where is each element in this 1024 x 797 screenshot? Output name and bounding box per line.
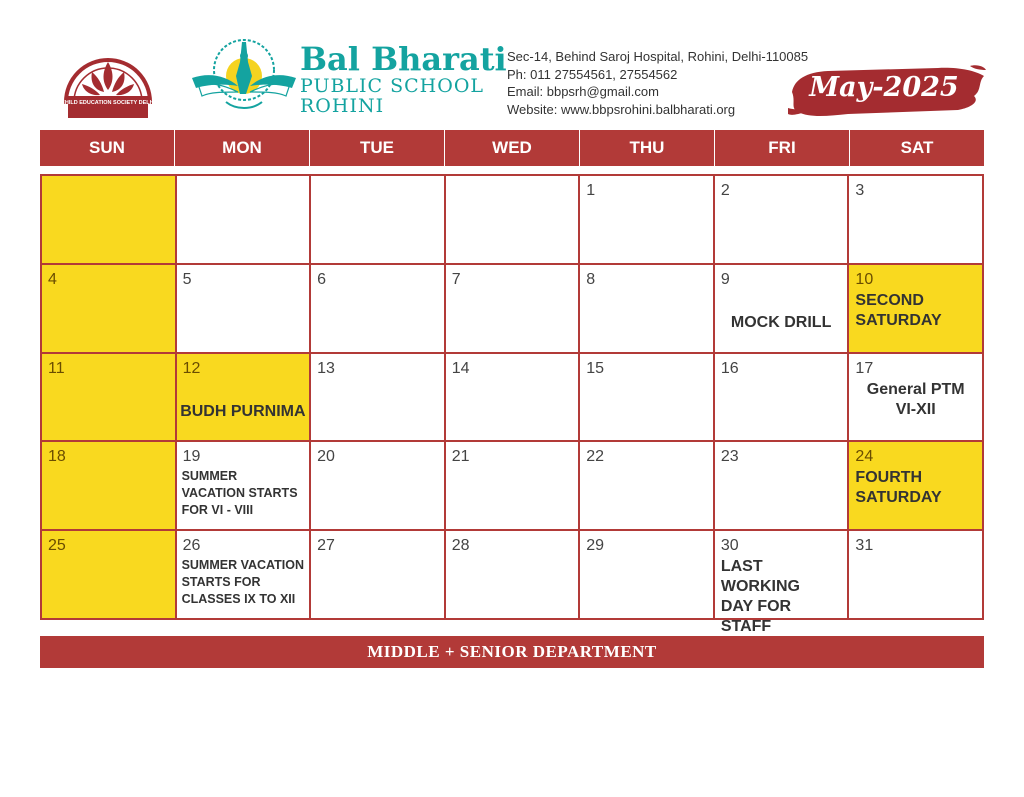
phone: Ph: 011 27554561, 27554562 bbox=[507, 66, 678, 82]
event-note: General PTM VI-XII bbox=[866, 380, 965, 418]
day-cell-3[interactable] bbox=[849, 176, 982, 263]
day-number: 3 bbox=[855, 182, 865, 199]
day-cell-7[interactable] bbox=[446, 265, 579, 352]
day-number: 23 bbox=[720, 448, 739, 466]
bal-bharati-logo bbox=[186, 32, 294, 118]
day-number: 17 bbox=[855, 359, 874, 377]
day-cell-19[interactable] bbox=[177, 442, 310, 529]
day-number: 22 bbox=[586, 448, 605, 466]
day-cell-6[interactable] bbox=[311, 265, 444, 352]
day-cell-5[interactable] bbox=[177, 265, 310, 352]
day-cell-22[interactable] bbox=[580, 442, 713, 529]
event-note: SUMMER VACATION STARTS FOR CLASSES IX TO XII bbox=[181, 558, 305, 607]
day-number: 11 bbox=[48, 359, 65, 377]
event-note: SECOND SATURDAY bbox=[855, 291, 942, 329]
day-cell-13[interactable] bbox=[311, 354, 444, 441]
day-number: 18 bbox=[48, 448, 66, 466]
address: Sec-14, Behind Saroj Hospital, Rohini, Delhi-110085 bbox=[507, 49, 809, 64]
day-number: 2 bbox=[720, 182, 730, 199]
day-number: 25 bbox=[48, 537, 66, 555]
day-number: 24 bbox=[855, 448, 874, 466]
empty-day-cell[interactable] bbox=[446, 176, 579, 263]
day-cell-10[interactable] bbox=[849, 265, 982, 352]
school-name-line1: Bal Bharati bbox=[300, 40, 507, 78]
empty-day-cell[interactable] bbox=[311, 176, 444, 263]
event-note: FOURTH SATURDAY bbox=[855, 469, 942, 507]
day-cell-21[interactable] bbox=[446, 442, 579, 529]
day-number: 31 bbox=[855, 537, 874, 555]
day-cell-24[interactable] bbox=[849, 442, 982, 529]
day-cell-25[interactable] bbox=[42, 531, 175, 618]
event-note: LAST WORKING DAY FOR STAFF bbox=[720, 558, 800, 636]
school-name bbox=[300, 42, 507, 116]
day-number: 29 bbox=[586, 537, 605, 555]
day-number: 6 bbox=[317, 270, 327, 288]
weekday-wed: WED bbox=[445, 130, 580, 166]
ces-emblem-icon bbox=[58, 40, 158, 120]
day-cell-17[interactable] bbox=[849, 354, 982, 441]
day-number: 16 bbox=[720, 359, 739, 377]
weekday-mon: MON bbox=[175, 130, 310, 166]
event-note: MOCK DRILL bbox=[730, 313, 832, 331]
department-footer: MIDDLE + SENIOR DEPARTMENT bbox=[40, 636, 984, 668]
day-number: 13 bbox=[317, 359, 335, 377]
day-number: 9 bbox=[720, 270, 730, 288]
school-name-line3: ROHINI bbox=[300, 95, 385, 117]
event-note: BUDH PURNIMA bbox=[180, 402, 306, 420]
weekday-sat: SAT bbox=[900, 138, 934, 157]
day-cell-27[interactable] bbox=[311, 531, 444, 618]
day-cell-16[interactable] bbox=[715, 354, 848, 441]
day-cell-1[interactable] bbox=[580, 176, 713, 263]
day-number: 27 bbox=[317, 537, 335, 555]
day-cell-30[interactable] bbox=[715, 531, 848, 636]
day-number: 20 bbox=[317, 448, 335, 466]
weekday-tue: TUE bbox=[310, 130, 445, 166]
weekday-sun: SUN bbox=[40, 130, 175, 166]
day-number: 4 bbox=[48, 270, 57, 288]
ces-logo-text: CHILD EDUCATION SOCIETY DELHI bbox=[60, 100, 156, 106]
day-cell-26[interactable] bbox=[177, 531, 310, 618]
weekday-fri: FRI bbox=[715, 130, 850, 166]
child-education-society-logo bbox=[58, 40, 158, 120]
school-name-line2: PUBLIC SCHOOL bbox=[300, 75, 485, 97]
day-cell-2[interactable] bbox=[715, 176, 848, 263]
day-cell-15[interactable] bbox=[580, 354, 713, 441]
event-note: SUMMER VACATION STARTS FOR VI - VIII bbox=[181, 469, 298, 518]
day-cell-4[interactable] bbox=[42, 265, 175, 352]
day-number: 26 bbox=[182, 537, 201, 555]
day-number: 12 bbox=[182, 359, 201, 377]
day-number: 7 bbox=[451, 270, 461, 288]
email[interactable]: Email: bbpsrh@gmail.com bbox=[507, 84, 659, 99]
contact-info bbox=[507, 48, 808, 118]
day-number: 28 bbox=[451, 537, 470, 555]
day-number: 21 bbox=[451, 448, 470, 466]
calendar-grid bbox=[40, 174, 984, 636]
day-number: 19 bbox=[182, 448, 201, 466]
day-number: 30 bbox=[720, 537, 739, 555]
day-cell-8[interactable] bbox=[580, 265, 713, 352]
website[interactable]: Website: www.bbpsrohini.balbharati.org bbox=[507, 101, 736, 117]
bal-bharati-emblem-icon bbox=[186, 32, 294, 118]
day-number: 8 bbox=[586, 270, 596, 288]
weekday-header-bar bbox=[40, 130, 984, 166]
day-cell-9[interactable] bbox=[715, 265, 848, 352]
day-number: 10 bbox=[855, 270, 874, 288]
day-number: 1 bbox=[586, 182, 596, 199]
day-cell-23[interactable] bbox=[715, 442, 848, 529]
month-title: May-2025 bbox=[809, 72, 959, 103]
header bbox=[0, 0, 1024, 130]
day-cell-20[interactable] bbox=[311, 442, 444, 529]
empty-day-cell[interactable] bbox=[177, 176, 310, 263]
day-cell-31[interactable] bbox=[849, 531, 982, 618]
day-cell-12[interactable] bbox=[177, 354, 310, 441]
weekday-thu: THU bbox=[580, 130, 715, 166]
day-cell-28[interactable] bbox=[446, 531, 579, 618]
day-cell-29[interactable] bbox=[580, 531, 713, 618]
empty-day-cell[interactable] bbox=[42, 176, 175, 263]
day-cell-14[interactable] bbox=[446, 354, 579, 441]
day-cell-18[interactable] bbox=[42, 442, 175, 529]
day-number: 15 bbox=[586, 359, 605, 377]
day-number: 14 bbox=[451, 359, 470, 377]
month-badge bbox=[788, 62, 988, 124]
day-cell-11[interactable] bbox=[42, 354, 175, 441]
day-number: 5 bbox=[182, 270, 192, 288]
